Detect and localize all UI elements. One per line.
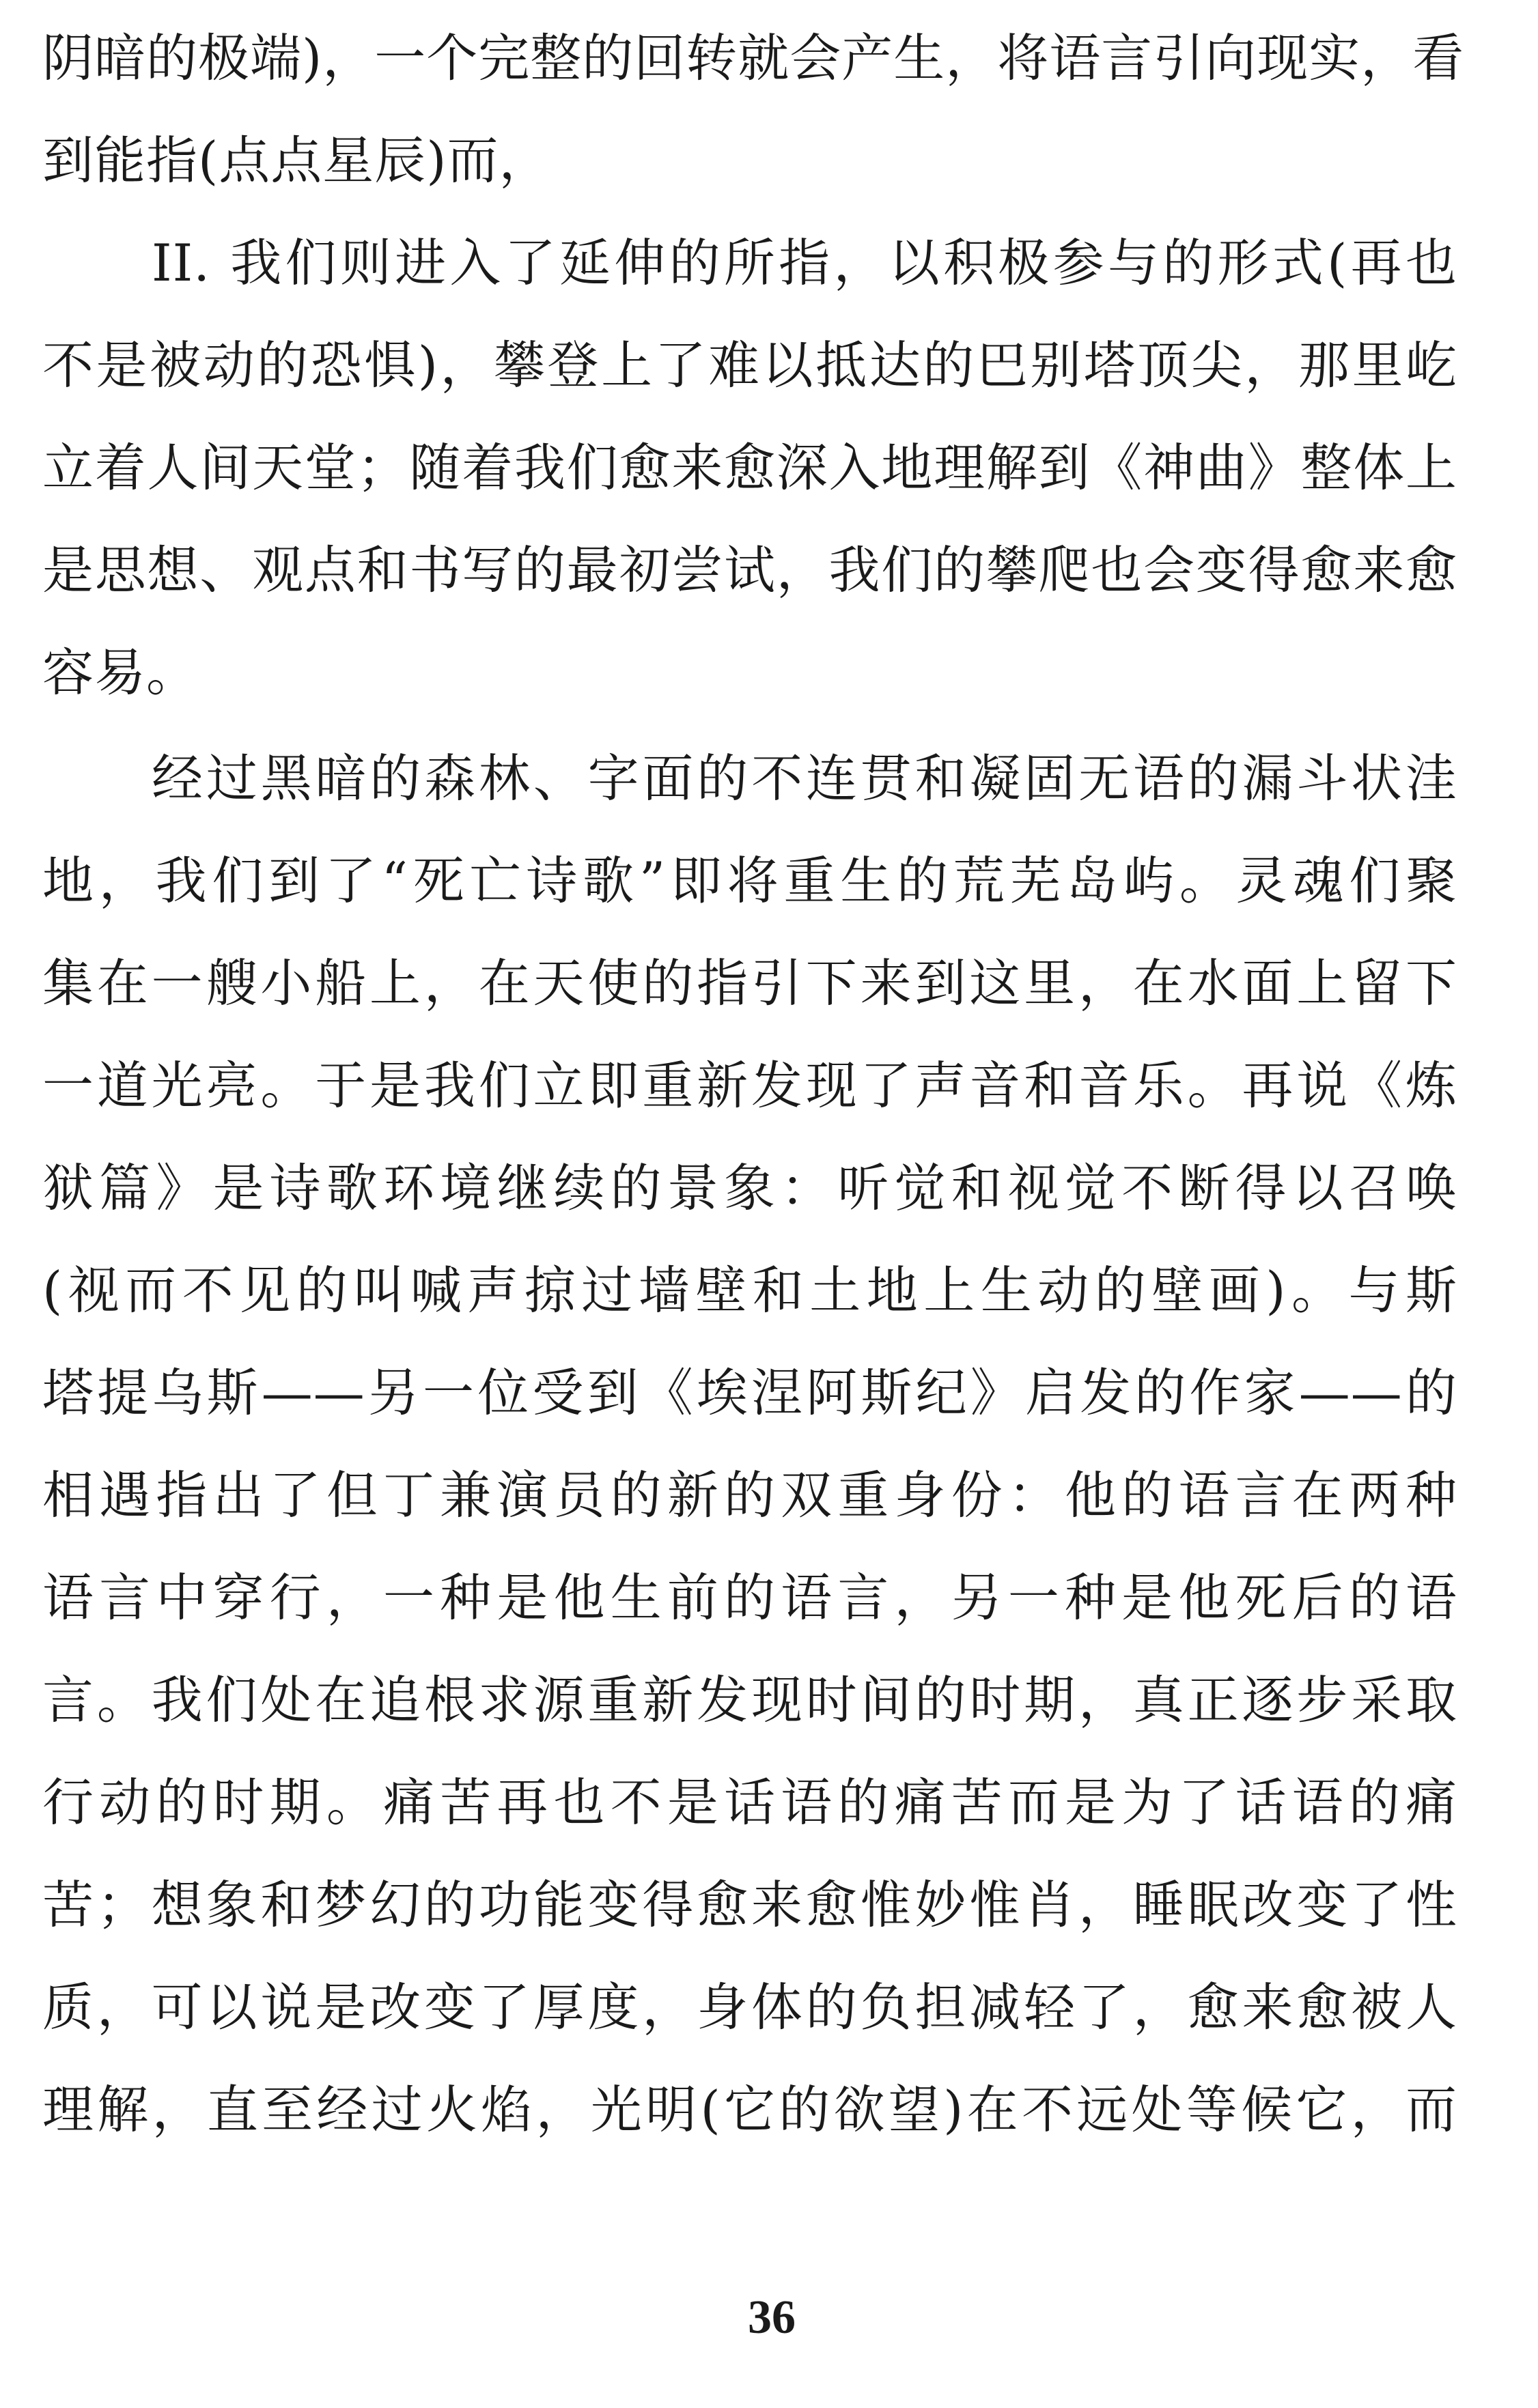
text-line: 阴暗的极端)，一个完整的回转就会产生，将语言引向现实，看 <box>42 28 1465 88</box>
text-line: 言。我们处在追根求源重新发现时间的时期，真正逐步采取 <box>42 1670 1457 1730</box>
text-line: (视而不见的叫喊声掠过墙壁和土地上生动的壁画)。与斯 <box>42 1260 1457 1320</box>
text-line: 一道光亮。于是我们立即重新发现了声音和音乐。再说《炼 <box>42 1056 1457 1116</box>
text-line: 狱篇》是诗歌环境继续的景象：听觉和视觉不断得以召唤 <box>42 1158 1457 1218</box>
text-line: 苦；想象和梦幻的功能变得愈来愈惟妙惟肖，睡眠改变了性 <box>42 1875 1457 1935</box>
text-line: 到能指(点点星辰)而， <box>42 130 551 190</box>
text-line: 是思想、观点和书写的最初尝试，我们的攀爬也会变得愈来愈 <box>42 540 1457 600</box>
text-line: 集在一艘小船上，在天使的指引下来到这里，在水面上留下 <box>42 953 1457 1013</box>
text-line: 立着人间天堂；随着我们愈来愈深入地理解到《神曲》整体上 <box>42 438 1457 498</box>
text-line: 语言中穿行，一种是他生前的语言，另一种是他死后的语 <box>42 1568 1457 1628</box>
text-line: 质，可以说是改变了厚度，身体的负担减轻了，愈来愈被人 <box>42 1977 1457 2037</box>
page-number: 36 <box>748 2291 796 2344</box>
text-line: 相遇指出了但丁兼演员的新的双重身份：他的语言在两种 <box>42 1465 1457 1525</box>
text-line: 理解，直至经过火焰，光明(它的欲望)在不远处等候它，而 <box>42 2080 1457 2140</box>
text-line: 容易。 <box>42 642 199 703</box>
text-line: 塔提乌斯——另一位受到《埃涅阿斯纪》启发的作家——的 <box>42 1363 1457 1423</box>
text-line: 行动的时期。痛苦再也不是话语的痛苦而是为了话语的痛 <box>42 1772 1457 1832</box>
text-line: 经过黑暗的森林、字面的不连贯和凝固无语的漏斗状洼 <box>152 748 1457 808</box>
text-line: 不是被动的恐惧)，攀登上了难以抵达的巴别塔顶尖，那里屹 <box>42 335 1457 395</box>
text-line: 地，我们到了“死亡诗歌”即将重生的荒芜岛屿。灵魂们聚 <box>42 851 1457 911</box>
text-line: II. 我们则进入了延伸的所指，以积极参与的形式(再也 <box>152 233 1457 293</box>
